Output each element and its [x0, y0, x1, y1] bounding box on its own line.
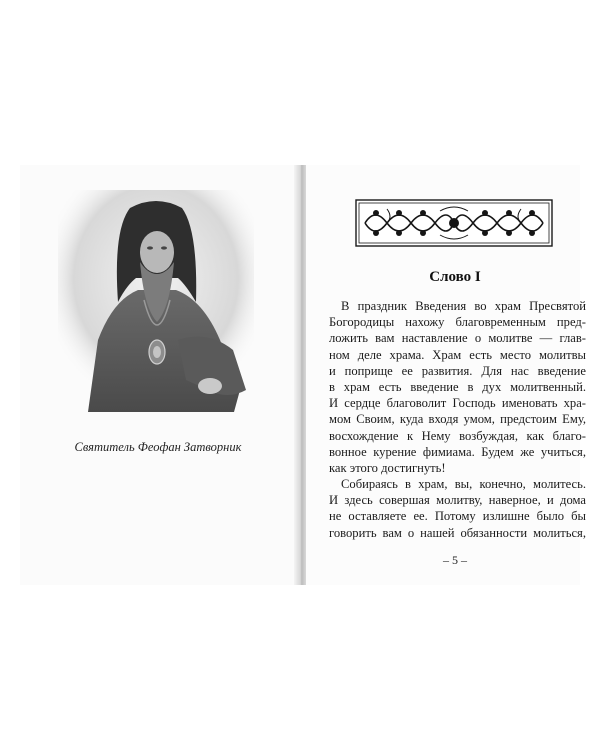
- text-line: и поприще ее развития. Для нас введение: [329, 363, 586, 378]
- text-line: ном деле храма. Храм есть место молитвы: [329, 347, 586, 362]
- text-line: вонное курение фимиама. Будем же учиться,: [329, 444, 586, 459]
- text-line: не оставляете ее. Потому излишне было бы: [329, 509, 586, 524]
- portrait-photo: [58, 190, 254, 412]
- text-line: говорить вам о нашей обязанности молиться,: [329, 525, 586, 540]
- page-number: – 5 –: [443, 553, 467, 567]
- text-line: Собираясь в храм, вы, конечно, молитесь.: [341, 477, 586, 492]
- chapter-title: Слово I: [429, 269, 481, 285]
- portrait-caption: Святитель Феофан Затворник: [74, 440, 242, 454]
- text-line: В праздник Введения во храм Пресвятой: [341, 299, 586, 313]
- ornament-header: [355, 199, 553, 247]
- text-line: И здесь совершая молитву, наверное, и дома: [329, 493, 586, 508]
- text-line: И сердце благоволит Господь именовать хра-: [329, 396, 586, 411]
- text-line: в храм есть введение в дух молитвенный.: [329, 379, 586, 394]
- text-line: как этого достигнуть!: [329, 460, 446, 475]
- text-line: ложить вам наставление о молитве — глав-: [329, 331, 586, 346]
- text-line: Богородицы нахожу благовременным пред-: [329, 315, 586, 330]
- text-line: восхождение к Нему возбуждая, как благо-: [329, 428, 586, 443]
- text-line: мом Своим, куда входя умом, предстоим Ему,: [329, 412, 586, 427]
- body-text: [329, 298, 586, 541]
